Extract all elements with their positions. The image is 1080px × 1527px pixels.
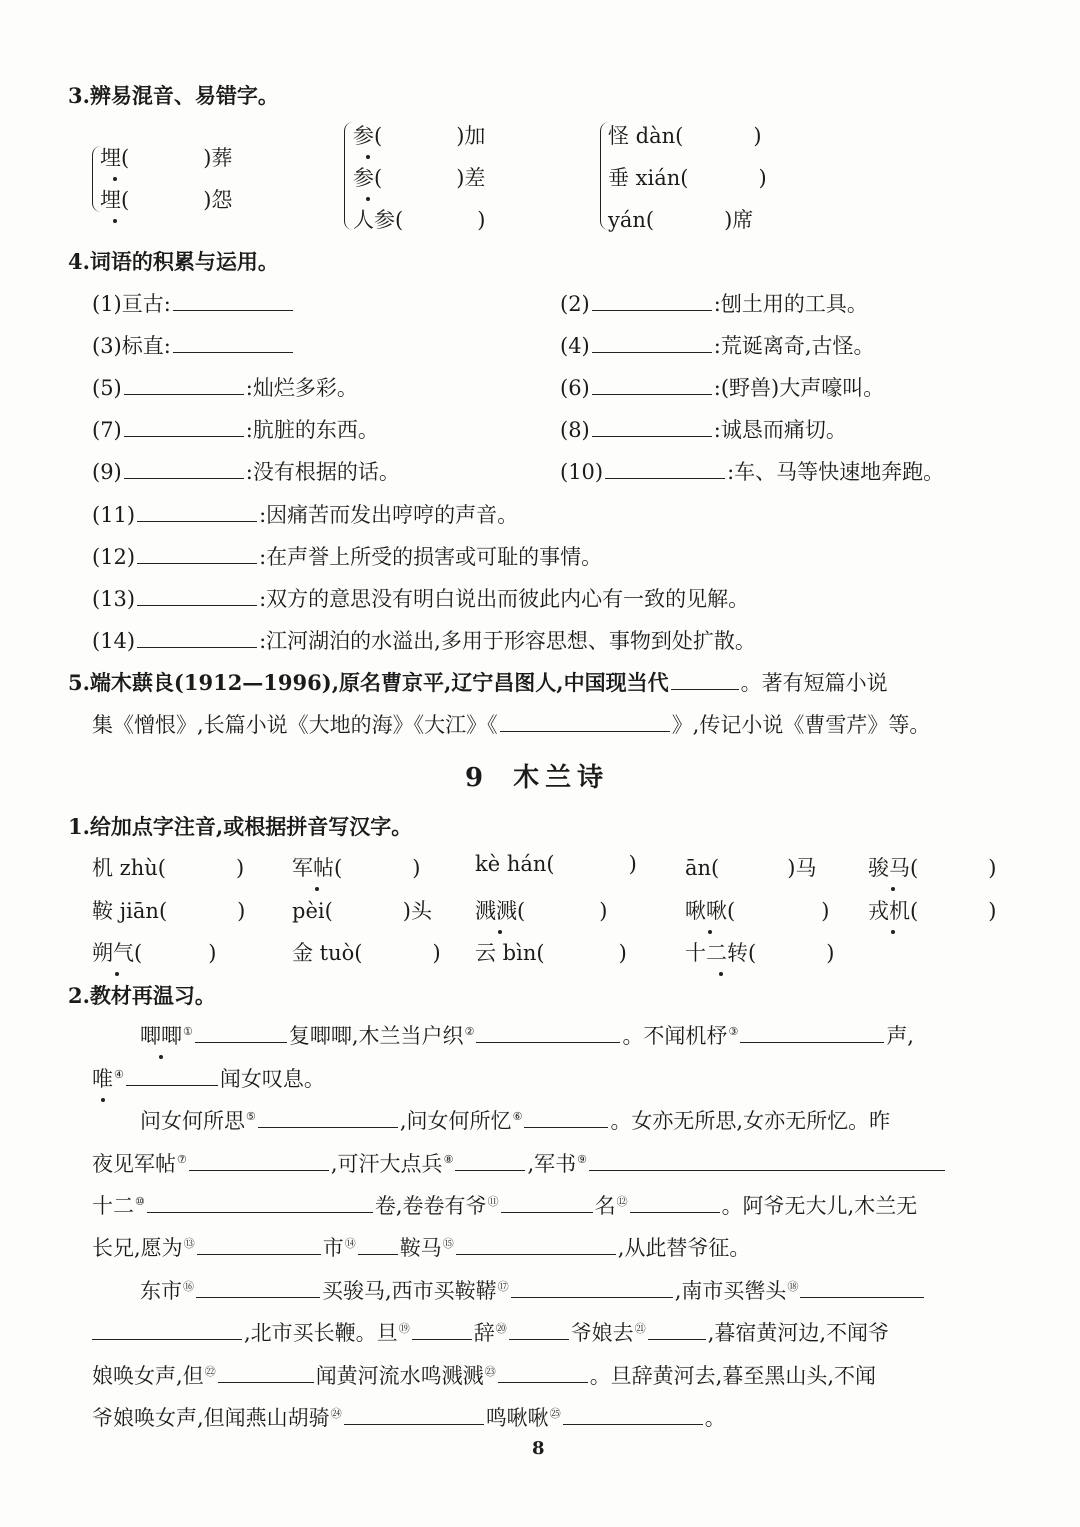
vocab-12: (12) :在声誉上所受的损害或可耻的事情。	[92, 545, 603, 569]
q2-title: 2.教材再温习。	[68, 983, 216, 1008]
vocab-3: (3)标直:	[92, 330, 295, 360]
q1-item-jiujiu: 啾啾( )	[685, 895, 829, 925]
poem-line-9: 娘唤女声,但$^㉒$ 闻黄河流水鸣溅溅$^㉓$ 。旦辞黄河去,暮至黑山头,不闻	[92, 1364, 877, 1388]
vocab-14: (14) :江河湖泊的水溢出,多用于形容思想、事物到处扩散。	[92, 629, 756, 653]
vocab-9: (9) :没有根据的话。	[92, 460, 400, 484]
poem-line-1: 唧唧① 复唧唧,木兰当户织② 。不闻机杼③ 声,	[140, 1020, 914, 1050]
poem-line-3: 问女何所思⑤ ,问女何所忆⑥ 。女亦无所思,女亦无所忆。昨	[140, 1109, 891, 1133]
vocab-10: (10) :车、马等快速地奔跑。	[560, 460, 945, 484]
vocab-1: (1)亘古:	[92, 288, 295, 318]
q1-item-jian: 鞍 jiān( )	[92, 899, 246, 923]
vocab-8: (8) :诚恳而痛切。	[560, 418, 847, 442]
q1-item-kehan: kè hán( )	[475, 852, 637, 876]
poem-line-6: 长兄,愿为⑬ 市⑭ 鞍马⑮ ,从此替爷征。	[92, 1236, 751, 1260]
vocab-7: (7) :肮脏的东西。	[92, 418, 379, 442]
section-3-title: 3.辨易混音、易错字。	[68, 83, 279, 108]
vocab-4: (4) :荒诞离奇,古怪。	[560, 334, 875, 358]
vocab-13: (13) :双方的意思没有明白说出而彼此内心有一致的见解。	[92, 587, 750, 611]
vocab-2: (2) :刨土用的工具。	[560, 292, 868, 316]
xian-line: 垂 xián( )	[608, 166, 767, 190]
yan-line: yán( )席	[608, 208, 754, 232]
vocab-11: (11) :因痛苦而发出哼哼的声音。	[92, 503, 519, 527]
mai-line-1: 埋( )葬	[100, 142, 232, 172]
q1-item-zhu: 机 zhù( )	[92, 856, 245, 880]
q1-item-pei: pèi( )头	[292, 899, 432, 923]
q1-item-an: ān( )马	[685, 856, 817, 880]
can-line-2: 参( )差	[353, 162, 485, 192]
section-5-line-1: 5.端木蕻良(1912—1996),原名曹京平,辽宁昌图人,中国现当代 。著有短篇小说	[68, 670, 888, 695]
poem-line-10: 爷娘唤女声,但闻燕山胡骑$^㉔$ 鸣啾啾$^㉕$ 。	[92, 1406, 726, 1430]
can-line-1: 参( )加	[353, 120, 485, 150]
poem-line-4: 夜见军帖⑦ ,可汗大点兵⑧ ,军书⑨	[92, 1148, 947, 1178]
dan-line: 怪 dàn( )	[608, 124, 762, 148]
section-4-title: 4.词语的积累与运用。	[68, 249, 279, 274]
vocab-5: (5) :灿烂多彩。	[92, 376, 358, 400]
q1-item-rongji: 戎机( )	[868, 895, 996, 925]
page-number: 8	[532, 1438, 545, 1459]
brace-middle	[344, 122, 353, 230]
q1-item-jianjian: 溅溅( )	[475, 895, 607, 925]
poem-line-7: 东市⑯ 买骏马,西市买鞍鞯⑰ ,南市买辔头⑱	[140, 1275, 926, 1305]
q1-item-zhuan: 十二转( )	[685, 937, 834, 967]
can-line-3: 人参( )	[353, 208, 486, 232]
poem-line-8: ,北市买长鞭。旦⑲ 辞⑳ 爷娘去$^㉑$ ,暮宿黄河边,不闻爷	[92, 1317, 889, 1347]
q1-title: 1.给加点字注音,或根据拼音写汉字。	[68, 814, 413, 839]
q1-item-junma: 骏马( )	[868, 852, 996, 882]
q1-item-shuoqi: 朔气( )	[92, 937, 216, 967]
poem-line-2: 唯④ 闻女叹息。	[92, 1063, 325, 1093]
vocab-6: (6) :(野兽)大声嚎叫。	[560, 376, 885, 400]
poem-line-5: 十二⑩ 卷,卷卷有爷⑪ 名⑫ 。阿爷无大儿,木兰无	[92, 1194, 918, 1218]
lesson-title: 9 木兰诗	[465, 763, 610, 793]
q1-item-junfie: 军帖( )	[292, 852, 420, 882]
section-5-line-2: 集《憎恨》,长篇小说《大地的海》《大江》《 》,传记小说《曹雪芹》等。	[92, 713, 931, 737]
mai-line-2: 埋( )怨	[100, 184, 232, 214]
q1-item-tuo: 金 tuò( )	[292, 941, 441, 965]
q1-item-bin: 云 bìn( )	[475, 941, 627, 965]
